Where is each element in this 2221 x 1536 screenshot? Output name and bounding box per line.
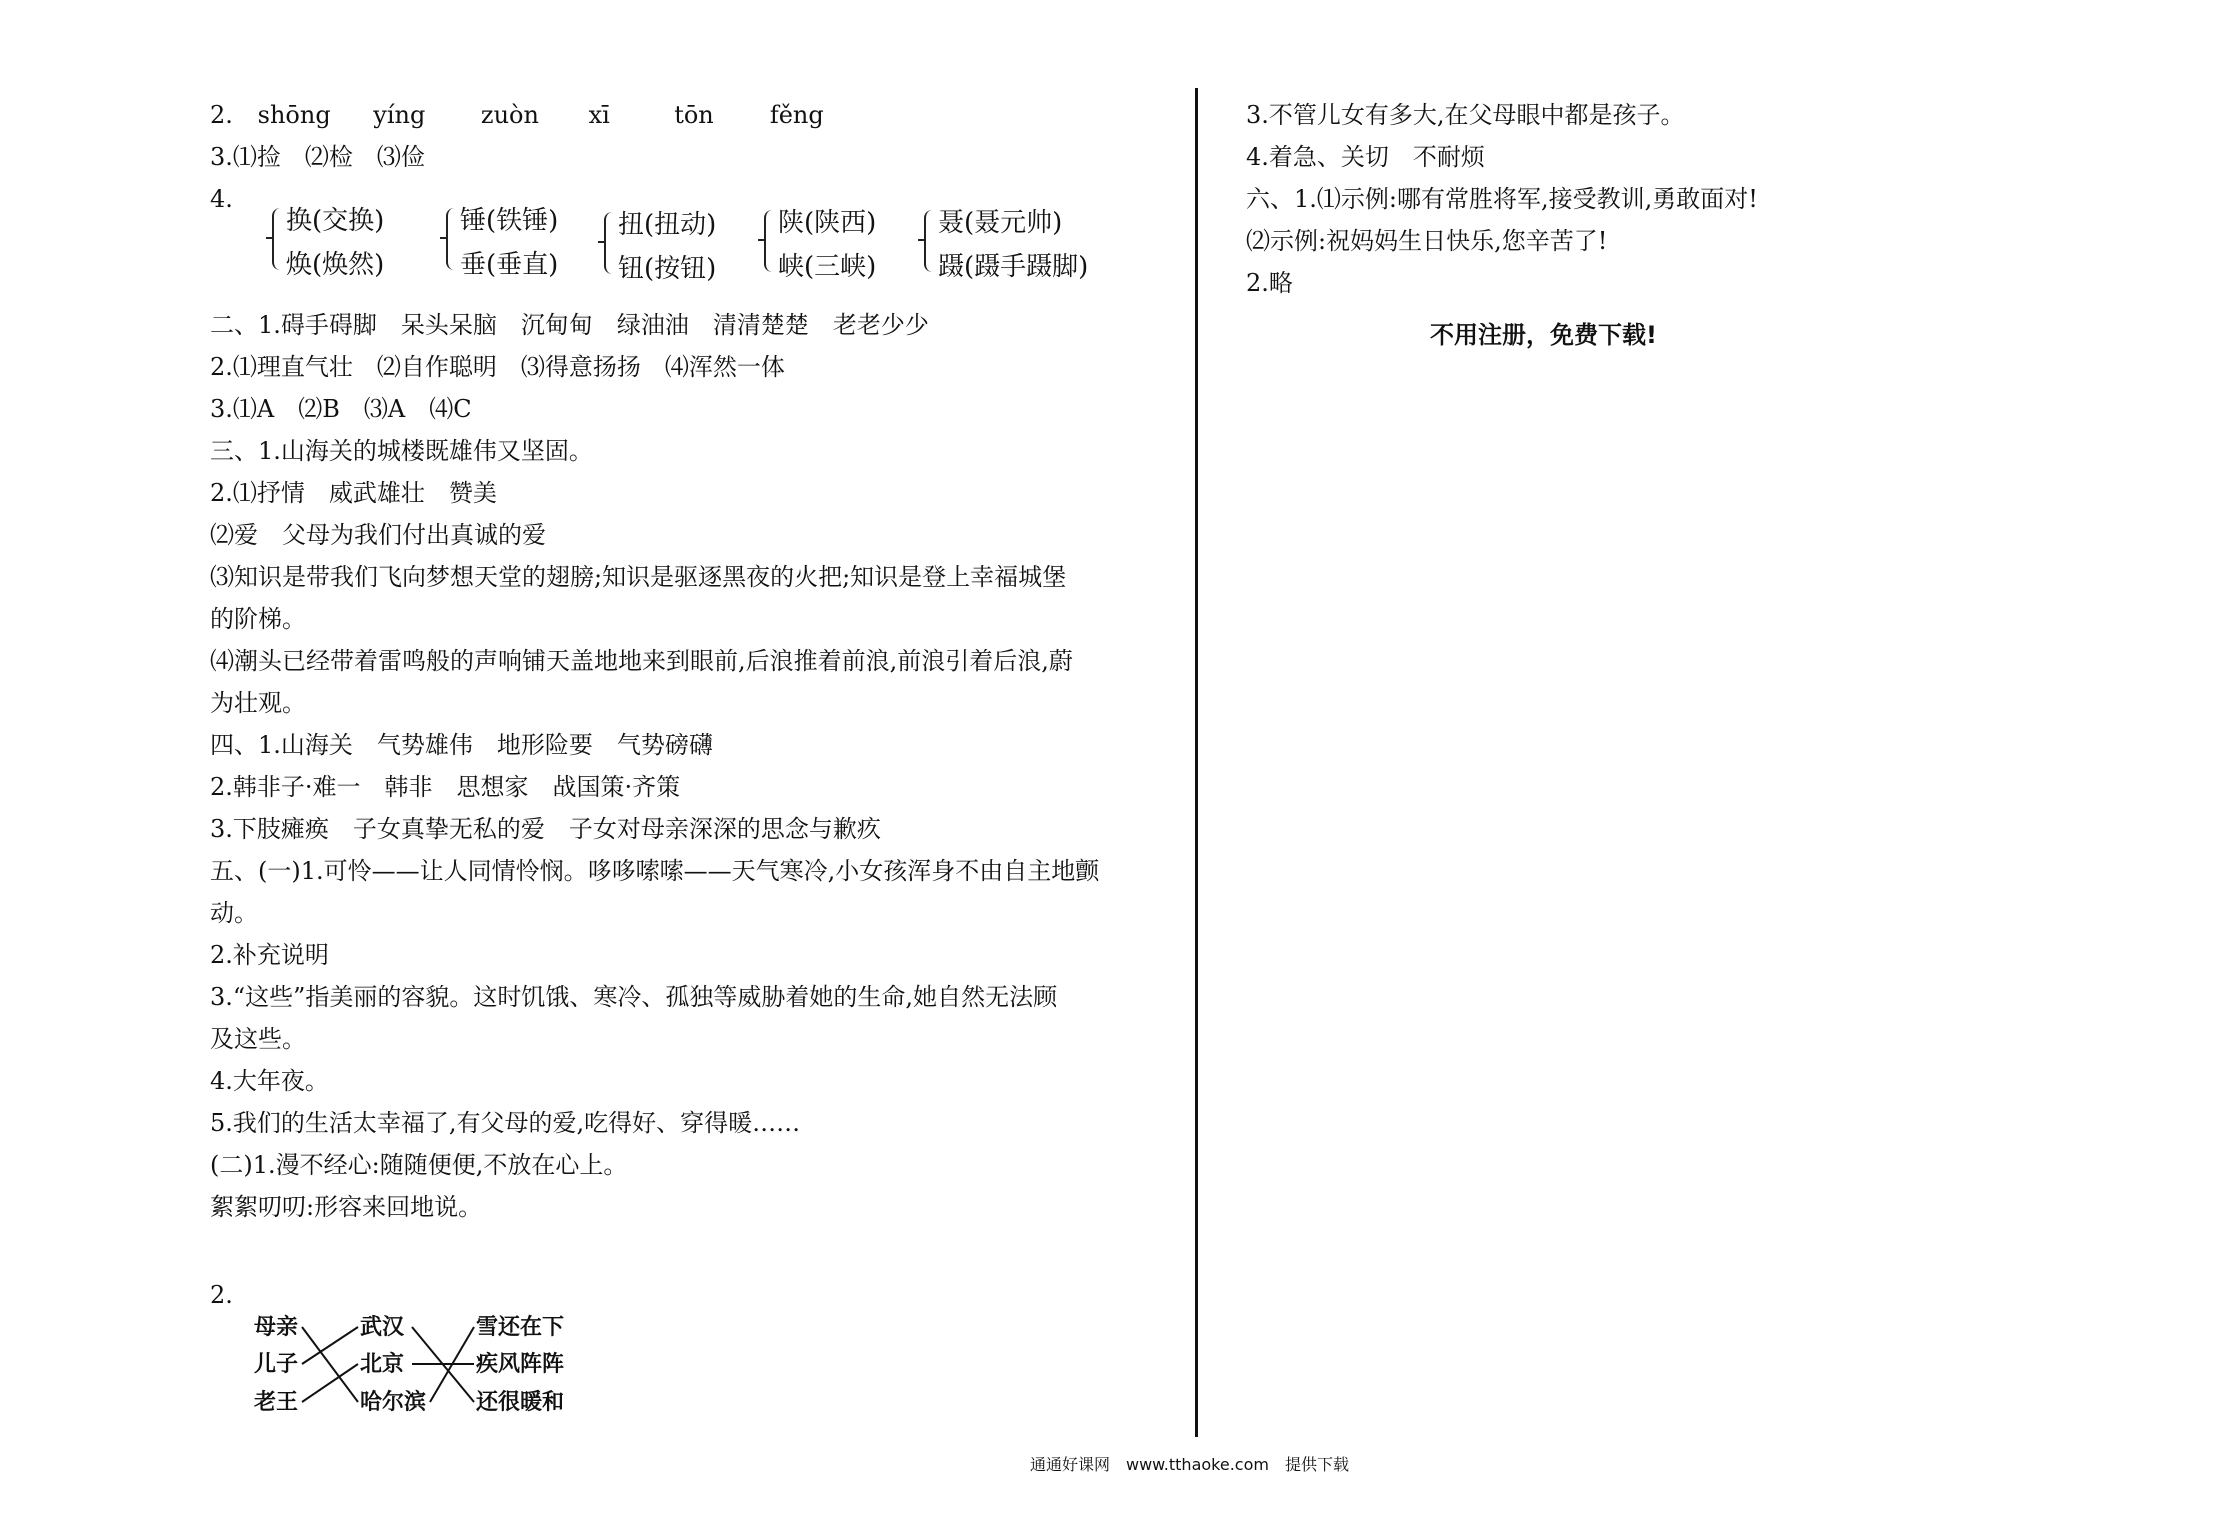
- match-col3-word: 还很暖和: [476, 1389, 565, 1415]
- answer-line: 为壮观。: [210, 689, 306, 717]
- match-col1-word: 儿子: [254, 1351, 299, 1377]
- pinyin-4: xī: [588, 101, 610, 129]
- item-number: 2.: [210, 101, 233, 129]
- match-line: [302, 1327, 358, 1402]
- answer-line: 三、1.山海关的城楼既雄伟又坚固。: [210, 437, 593, 465]
- answer-line: 动。: [210, 899, 258, 927]
- answer-line: ⑷潮头已经带着雷鸣般的声响铺天盖地地来到眼前,后浪推着前浪,前浪引着后浪,蔚: [210, 647, 1073, 675]
- match-col2-word: 北京: [360, 1351, 405, 1377]
- pair-top: 扭(扭动): [618, 210, 717, 240]
- pinyin-5: tōn: [674, 101, 714, 129]
- pinyin-2: yíng: [373, 101, 426, 129]
- match-col3-word: 疾风阵阵: [476, 1351, 565, 1377]
- answer-line: (二)1.漫不经心:随随便便,不放在心上。: [210, 1151, 628, 1179]
- pair-top: 锤(铁锤): [460, 206, 559, 236]
- answer-line: 3.⑴A ⑵B ⑶A ⑷C: [210, 395, 472, 423]
- match-line: [302, 1327, 358, 1364]
- pair-top: 聂(聂元帅): [938, 208, 1063, 238]
- answer-line: 四、1.山海关 气势雄伟 地形险要 气势磅礴: [210, 731, 713, 759]
- answer-line: 二、1.碍手碍脚 呆头呆脑 沉甸甸 绿油油 清清楚楚 老老少少: [210, 311, 929, 339]
- answer-line: 2.补充说明: [210, 941, 329, 969]
- answer-line: 3.下肢瘫痪 子女真挚无私的爱 子女对母亲深深的思念与歉疚: [210, 815, 881, 843]
- answer-line: ⑶知识是带我们飞向梦想天堂的翅膀;知识是驱逐黑夜的火把;知识是登上幸福城堡: [210, 563, 1067, 591]
- pair-bottom: 蹑(蹑手蹑脚): [938, 252, 1089, 282]
- pair-bottom: 焕(焕然): [286, 250, 385, 280]
- answer-line: 及这些。: [210, 1025, 306, 1053]
- pair-bottom: 钮(按钮): [618, 254, 717, 284]
- match-col1-word: 母亲: [254, 1314, 299, 1340]
- answer-line: 2.: [210, 1281, 233, 1309]
- answer-line: 六、1.⑴示例:哪有常胜将军,接受教训,勇敢面对!: [1246, 185, 1758, 213]
- match-col3-word: 雪还在下: [476, 1314, 565, 1340]
- answer-line: 的阶梯。: [210, 605, 306, 633]
- pair-bottom: 峡(三峡): [778, 252, 877, 282]
- footer-credit: 通通好课网 www.tthaoke.com 提供下载: [1030, 1455, 1349, 1474]
- answer-line: 絮絮叨叨:形容来回地说。: [210, 1193, 483, 1221]
- answer-line: 4.: [210, 185, 233, 213]
- pair-bottom: 垂(垂直): [460, 250, 559, 280]
- answer-line: 3.不管儿女有多大,在父母眼中都是孩子。: [1246, 101, 1685, 129]
- pinyin-6: fěng: [769, 101, 824, 129]
- answer-line: 2.⑴理直气壮 ⑵自作聪明 ⑶得意扬扬 ⑷浑然一体: [210, 353, 785, 381]
- pinyin-1: shōng: [257, 101, 331, 129]
- answer-line: ⑵示例:祝妈妈生日快乐,您辛苦了!: [1246, 227, 1608, 255]
- answer-line: 2.⑴抒情 威武雄壮 赞美: [210, 479, 497, 507]
- free-download-banner: 不用注册，免费下载!: [1430, 321, 1657, 349]
- pinyin-3: zuòn: [480, 101, 539, 129]
- answer-line: 2.韩非子·难一 韩非 思想家 战国策·齐策: [210, 773, 681, 801]
- answer-line: 4.大年夜。: [210, 1067, 329, 1095]
- match-col1-word: 老王: [254, 1389, 299, 1415]
- pair-top: 陕(陕西): [778, 208, 877, 238]
- pair-top: 换(交换): [286, 206, 385, 236]
- answer-line: 五、(一)1.可怜——让人同情怜悯。哆哆嗦嗦——天气寒冷,小女孩浑身不由自主地颤: [210, 857, 1100, 885]
- answer-line: 3.⑴捡 ⑵检 ⑶俭: [210, 143, 425, 171]
- match-col2-word: 哈尔滨: [360, 1389, 427, 1415]
- answer-line: 3.“这些”指美丽的容貌。这时饥饿、寒冷、孤独等威胁着她的生命,她自然无法顾: [210, 983, 1058, 1011]
- answer-line: 2.略: [1246, 269, 1293, 297]
- answer-line: 4.着急、关切 不耐烦: [1246, 143, 1485, 171]
- answer-line: 5.我们的生活太幸福了,有父母的爱,吃得好、穿得暖……: [210, 1109, 801, 1137]
- match-line: [302, 1364, 358, 1402]
- answer-line: ⑵爱 父母为我们付出真诚的爱: [210, 521, 546, 549]
- match-col2-word: 武汉: [360, 1314, 405, 1340]
